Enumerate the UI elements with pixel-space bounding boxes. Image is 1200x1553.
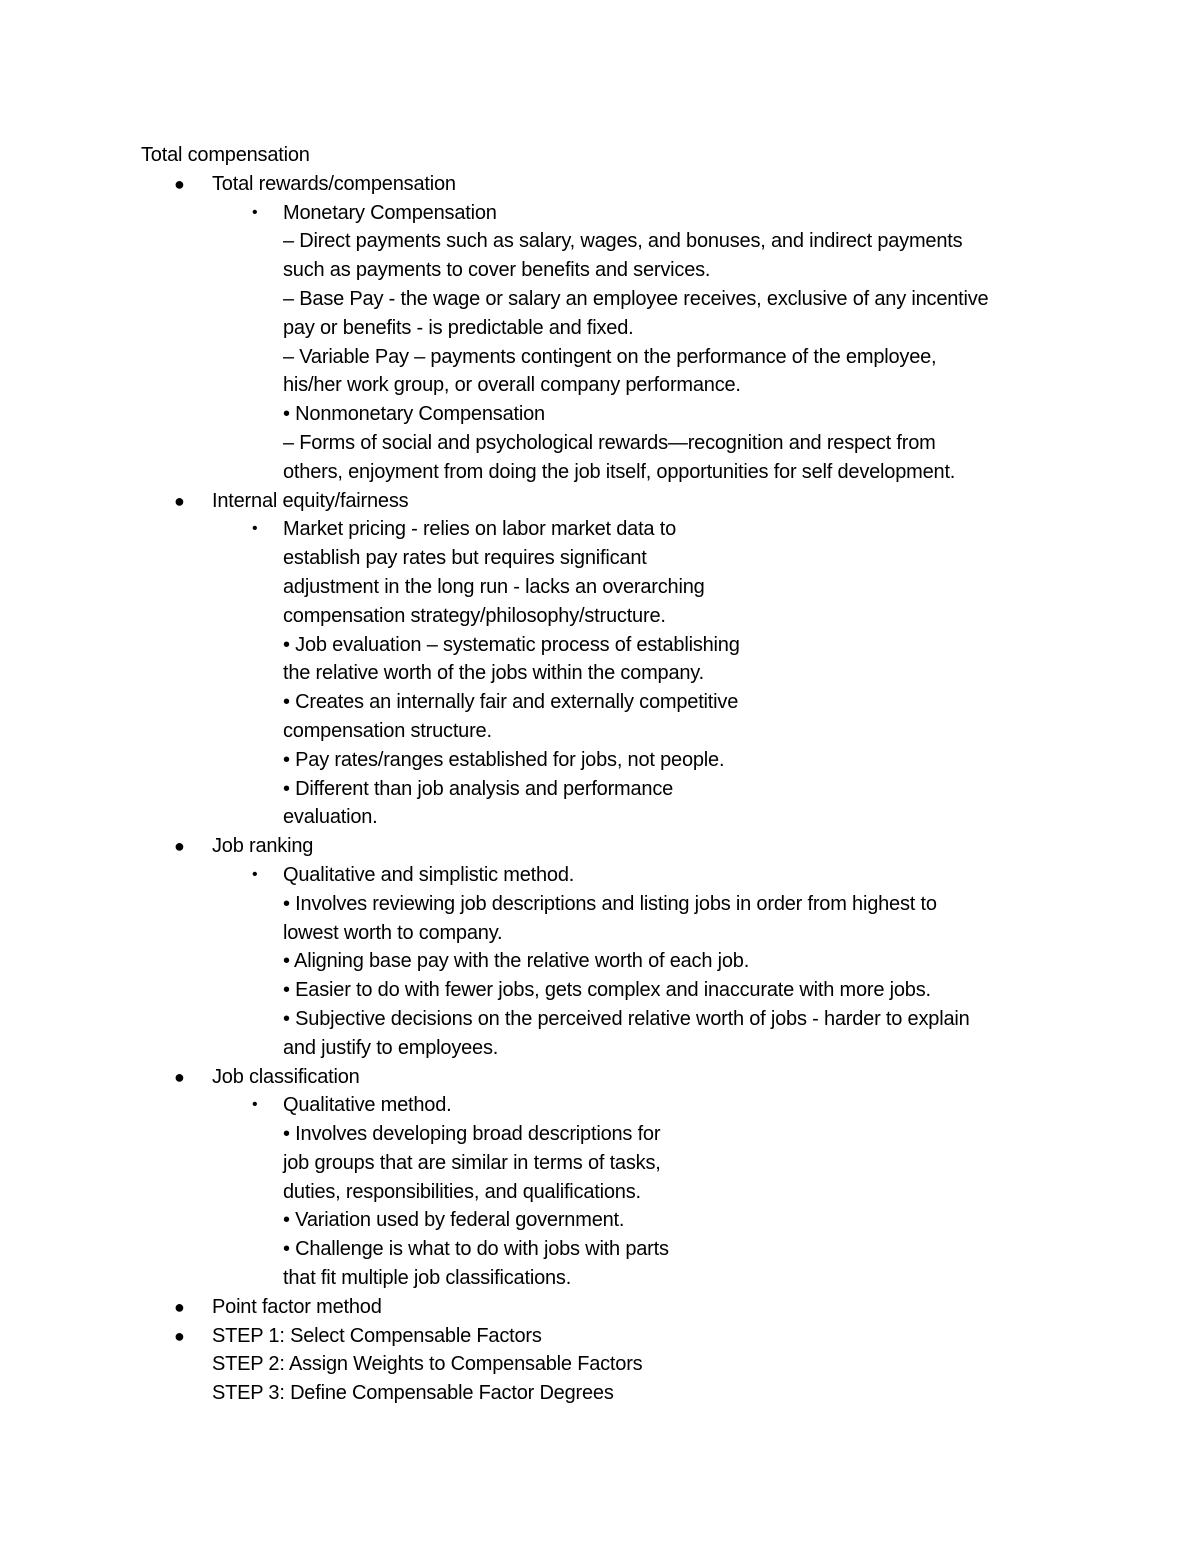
list-item-text: Total rewards/compensation xyxy=(212,172,456,195)
text-line: duties, responsibilities, and qualifications. xyxy=(283,1180,641,1203)
list-item-text: Job classification xyxy=(212,1065,360,1088)
list-item xyxy=(141,487,1071,516)
text-line: evaluation. xyxy=(283,806,378,829)
text-line: • Creates an internally fair and externally competitive xyxy=(283,691,739,714)
list-item-text: Job ranking xyxy=(212,835,314,858)
bullet-icon: • xyxy=(252,865,258,883)
list-item xyxy=(141,1293,1071,1322)
text-line: • Challenge is what to do with jobs with parts xyxy=(283,1238,669,1261)
text-line: • Different than job analysis and performance xyxy=(283,777,674,800)
text-line: his/her work group, or overall company performance. xyxy=(283,374,741,397)
list-item-text: STEP 1: Select Compensable Factors xyxy=(212,1324,542,1347)
document-body xyxy=(141,141,1071,1408)
list-item-text: Market pricing - relies on labor market data to xyxy=(283,518,676,541)
bullet-icon: ● xyxy=(174,836,185,857)
text-line: • Subjective decisions on the perceived relative worth of jobs - harder to explain xyxy=(283,1007,970,1030)
bullet-icon: • xyxy=(252,203,258,221)
bullet-icon: ● xyxy=(174,490,185,511)
text-line: – Variable Pay – payments contingent on the performance of the employee, xyxy=(283,345,937,368)
text-line: STEP 2: Assign Weights to Compensable Factors xyxy=(212,1353,643,1376)
list-item-text: Monetary Compensation xyxy=(283,201,497,224)
text-line: compensation structure. xyxy=(283,719,492,742)
text-line: • Involves reviewing job descriptions and listing jobs in order from highest to xyxy=(283,892,937,915)
list-item-text: Qualitative and simplistic method. xyxy=(283,863,575,886)
list-item xyxy=(141,170,1071,199)
text-line: – Base Pay - the wage or salary an employee receives, exclusive of any incentive xyxy=(283,287,989,310)
list-item xyxy=(141,1322,1071,1351)
text-line: establish pay rates but requires significant xyxy=(283,547,647,570)
list-item xyxy=(141,199,1071,228)
text-line: that fit multiple job classifications. xyxy=(283,1267,572,1290)
text-line: and justify to employees. xyxy=(283,1036,499,1059)
bullet-icon: • xyxy=(252,1096,258,1114)
list-item xyxy=(141,1063,1071,1092)
list-item xyxy=(141,1091,1071,1120)
list-item-text: Qualitative method. xyxy=(283,1094,452,1117)
text-line: job groups that are similar in terms of tasks, xyxy=(283,1151,661,1174)
text-line: • Pay rates/ranges established for jobs, not people. xyxy=(283,748,725,771)
document-title: Total compensation xyxy=(141,144,310,166)
text-line: STEP 3: Define Compensable Factor Degrees xyxy=(212,1382,614,1405)
bullet-icon: ● xyxy=(174,1325,185,1346)
list-item xyxy=(141,515,1071,544)
text-line: – Forms of social and psychological rewards—recognition and respect from xyxy=(283,431,936,454)
text-line: – Direct payments such as salary, wages, and bonuses, and indirect payments xyxy=(283,230,963,253)
text-line: adjustment in the long run - lacks an overarching xyxy=(283,575,705,598)
bullet-icon: ● xyxy=(174,1066,185,1087)
text-line: • Easier to do with fewer jobs, gets complex and inaccurate with more jobs. xyxy=(283,979,931,1002)
text-line: the relative worth of the jobs within the company. xyxy=(283,662,704,685)
bullet-icon: ● xyxy=(174,173,185,194)
bullet-icon: • xyxy=(252,520,258,538)
text-line: • Variation used by federal government. xyxy=(283,1209,625,1232)
text-line: • Involves developing broad descriptions for xyxy=(283,1123,661,1146)
text-line: pay or benefits - is predictable and fixed. xyxy=(283,316,634,339)
text-line: others, enjoyment from doing the job itself, opportunities for self development. xyxy=(283,460,956,483)
text-line: compensation strategy/philosophy/structure. xyxy=(283,604,666,627)
bullet-icon: ● xyxy=(174,1296,185,1317)
text-line: lowest worth to company. xyxy=(283,921,503,944)
text-line: • Aligning base pay with the relative worth of each job. xyxy=(283,950,750,973)
text-line: • Job evaluation – systematic process of establishing xyxy=(283,633,740,656)
list-item-text: Internal equity/fairness xyxy=(212,489,409,512)
text-line: • Nonmonetary Compensation xyxy=(283,403,545,426)
list-item xyxy=(141,861,1071,890)
list-item-text: Point factor method xyxy=(212,1295,382,1318)
list-item xyxy=(141,832,1071,861)
text-line: such as payments to cover benefits and services. xyxy=(283,259,711,282)
